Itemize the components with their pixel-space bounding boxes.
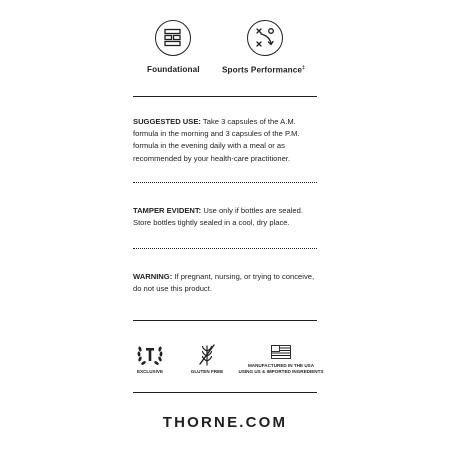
warning-section [133,271,319,295]
divider-middle [133,320,317,321]
tamper-evident-heading: TAMPER EVIDENT: [133,206,202,215]
us-flag-icon [271,345,291,359]
warning-heading: WARNING: [133,272,173,281]
foundation-blocks-icon [155,20,191,56]
gluten-free-label: GLUTEN FREE [190,369,224,374]
divider-dotted-1 [133,182,317,183]
website-url: THORNE.COM [162,414,288,431]
double-dagger-mark: ‡ [302,65,305,71]
manufactured-usa-label [236,363,326,374]
manufactured-line-1: MANUFACTURED IN THE USA [247,363,315,368]
sports-performance-text: Sports Performance [222,65,303,75]
divider-bottom [133,392,317,393]
tamper-evident-text: Use only if bottles are sealed. Store bottles tightly sealed in a cool, dry place. [133,206,303,228]
gluten-free-wheat-icon [197,343,217,367]
tamper-evident-section [133,205,319,229]
suggested-use-heading: SUGGESTED USE: [133,117,201,126]
laurel-t-icon [136,343,164,367]
sports-play-icon [247,20,283,56]
manufactured-line-2: USING US & IMPORTED INGREDIENTS [238,368,324,374]
divider-dotted-2 [133,248,317,249]
exclusive-label: EXCLUSIVE [136,369,164,374]
foundational-label: Foundational [147,65,200,74]
suggested-use-section [133,116,319,165]
sports-performance-label [222,65,305,75]
suggested-use-text: Take 3 capsules of the A.M. formula in the morning and 3 capsules of the P.M. formula in the evening daily with a meal or as recommended by your health-care practitioner. [133,117,300,163]
divider-top [133,96,317,97]
warning-text: If pregnant, nursing, or trying to conceive, do not use this product. [133,272,315,294]
